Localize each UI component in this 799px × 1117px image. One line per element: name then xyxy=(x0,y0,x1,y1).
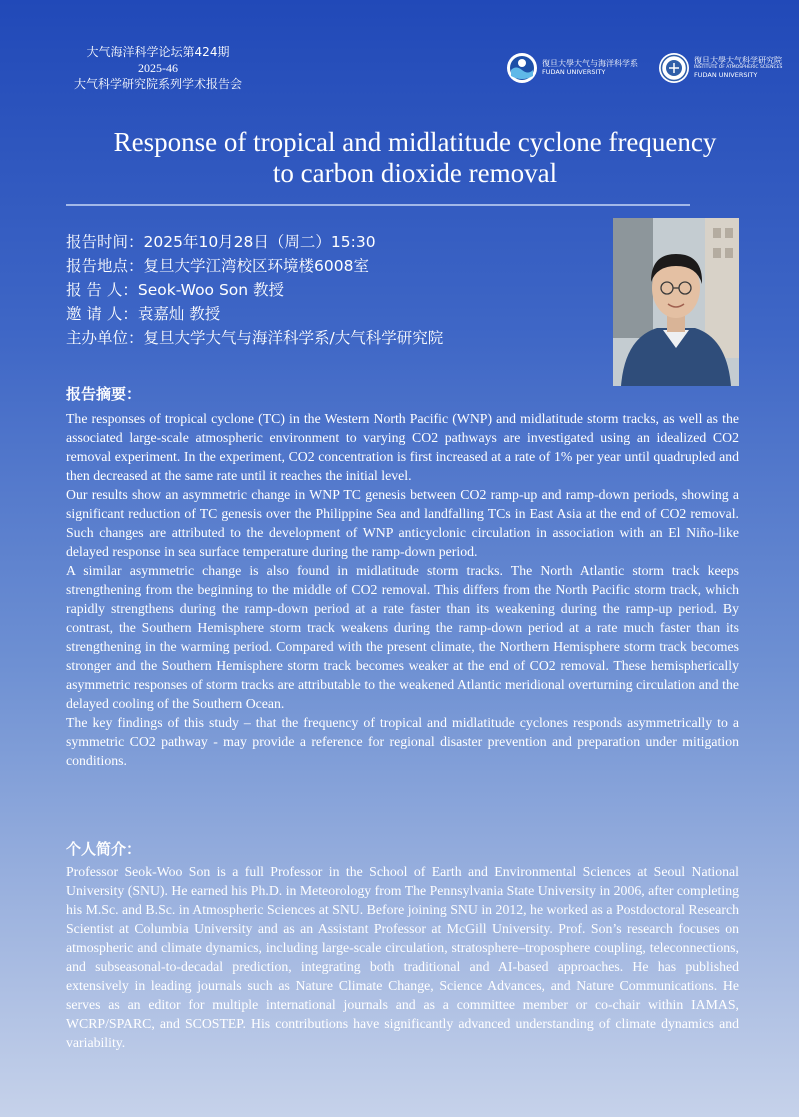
title-divider xyxy=(66,204,690,206)
bio-paragraph: Professor Seok-Woo Son is a full Professor in the School of Earth and Environmental Sciences at Seoul National University (SNU). He earned his Ph.D. in Meteorology from The Pennsylvania State University in 2006, after completing his M.Sc. and B.Sc. in Atmospheric Sciences at SNU. Before joining SNU in 2012, he worked as a Postdoctoral Research Scientist at Columbia University and as an Assistant Professor at McGill University. Prof. Son’s research focuses on atmospheric and climate dynamics, including large-scale circulation, stratosphere–troposphere coupling, teleconnections, and subseasonal-to-decadal prediction, integrating both traditional and AI-based approaches. He has published extensively in leading journals such as Nature Climate Change, Science Advances, and Nature Communications. He serves as an editor for multiple international journals and as a committee member or co-chair within IAMAS, WCRP/SPARC, and SCOSTEP. His contributions have significantly advanced understanding of climate dynamics and variability. xyxy=(66,864,739,1050)
org-value: 复旦大学大气与海洋科学系/大气科学研究院 xyxy=(143,329,444,347)
org-label: 主办单位： xyxy=(66,329,144,347)
speaker-value: Seok-Woo Son 教授 xyxy=(137,281,285,299)
title-line-2: to carbon dioxide removal xyxy=(272,158,558,188)
talk-title xyxy=(60,127,770,189)
series-line-3: 大气科学研究院系列学术报告会 xyxy=(73,77,242,91)
fudan-ias-logo xyxy=(658,52,782,84)
info-speaker xyxy=(66,278,443,302)
info-time xyxy=(66,230,443,254)
host-label: 邀 请 人： xyxy=(66,305,138,323)
series-info xyxy=(58,44,258,92)
abstract-paragraph-4: The key findings of this study – that the frequency of tropical and midlatitude cyclones responds asymmetrically to a symmetric CO2 pathway - may provide a reference for regional disaster prevention and preparation under mitigation conditions. xyxy=(66,715,739,768)
logo2-en: FUDAN UNIVERSITY xyxy=(694,71,758,79)
info-place xyxy=(66,254,443,278)
host-value: 袁嘉灿 教授 xyxy=(137,305,221,323)
abstract-paragraph-2: Our results show an asymmetric change in WNP TC genesis between CO2 ramp-up and ramp-down periods, showing a significant reduction of TC genesis over the Philippine Sea and landfalling TCs in East Asia at the end of CO2 removal. Such changes are attributed to the development of WNP anticyclonic circulation in association with an El Niño-like delayed response in sea surface temperature during the ramp-down period. xyxy=(66,487,739,559)
bio-heading: 个人简介： xyxy=(66,840,142,858)
info-organizer xyxy=(66,326,443,350)
place-value: 复旦大学江湾校区环境楼6008室 xyxy=(143,257,369,275)
aos-emblem-icon xyxy=(506,52,538,84)
time-value: 2025年10月28日（周二）15:30 xyxy=(143,233,376,251)
fudan-aos-logo xyxy=(506,52,638,84)
ias-emblem-icon xyxy=(658,52,690,84)
logo2-cn: 復旦大學大气科学研究院 xyxy=(694,56,782,65)
speaker-photo xyxy=(613,218,739,386)
series-line-2: 2025-46 xyxy=(138,61,178,75)
series-line-1: 大气海洋科学论坛第424期 xyxy=(86,45,230,59)
speaker-label: 报 告 人： xyxy=(66,281,138,299)
logo1-en: FUDAN UNIVERSITY xyxy=(542,68,606,76)
abstract-body xyxy=(66,409,739,770)
logos xyxy=(506,52,782,84)
abstract-paragraph-1: The responses of tropical cyclone (TC) in the Western North Pacific (WNP) and midlatitude storm tracks, as well as the associated large-scale atmospheric environment to varying CO2 pathways are investigated using an idealized CO2 removal experiment. In the experiment, CO2 concentration is first increased at a rate of 1% per year until quadrupled and then decreased at the same rate until it reaches the initial level. xyxy=(66,411,739,483)
title-line-1: Response of tropical and midlatitude cyclone frequency xyxy=(113,127,717,157)
abstract-heading: 报告摘要： xyxy=(66,385,142,403)
time-label: 报告时间： xyxy=(66,233,144,251)
abstract-paragraph-3: A similar asymmetric change is also found in midlatitude storm tracks. The North Atlantic storm track keeps strengthening from the beginning to the middle of CO2 removal. This differs from the North Pacific storm track, which rapidly strengthens during the ramp-down period at a rate faster than its weakening during the ramp-up period. By contrast, the Southern Hemisphere storm track weakens during the ramp-down period at a rate much faster than its strengthening in the warming period. Compared with the present climate, the Northern Hemisphere storm track becomes stronger and the Southern Hemisphere storm track becomes weaker at the end of CO2 removal. These hemispherically asymmetric responses of storm tracks are attributable to the weakened Atlantic meridional overturning circulation and the delayed cooling of the Southern Ocean. xyxy=(66,563,739,711)
logo1-cn: 復旦大學大气与海洋科学系 xyxy=(542,59,638,68)
logo2-sub: INSTITUTE OF ATMOSPHERIC SCIENCES xyxy=(694,65,783,70)
info-host xyxy=(66,302,443,326)
bio-body xyxy=(66,862,739,1052)
talk-info xyxy=(66,230,443,350)
place-label: 报告地点： xyxy=(66,257,144,275)
speaker-portrait-icon xyxy=(613,218,739,386)
